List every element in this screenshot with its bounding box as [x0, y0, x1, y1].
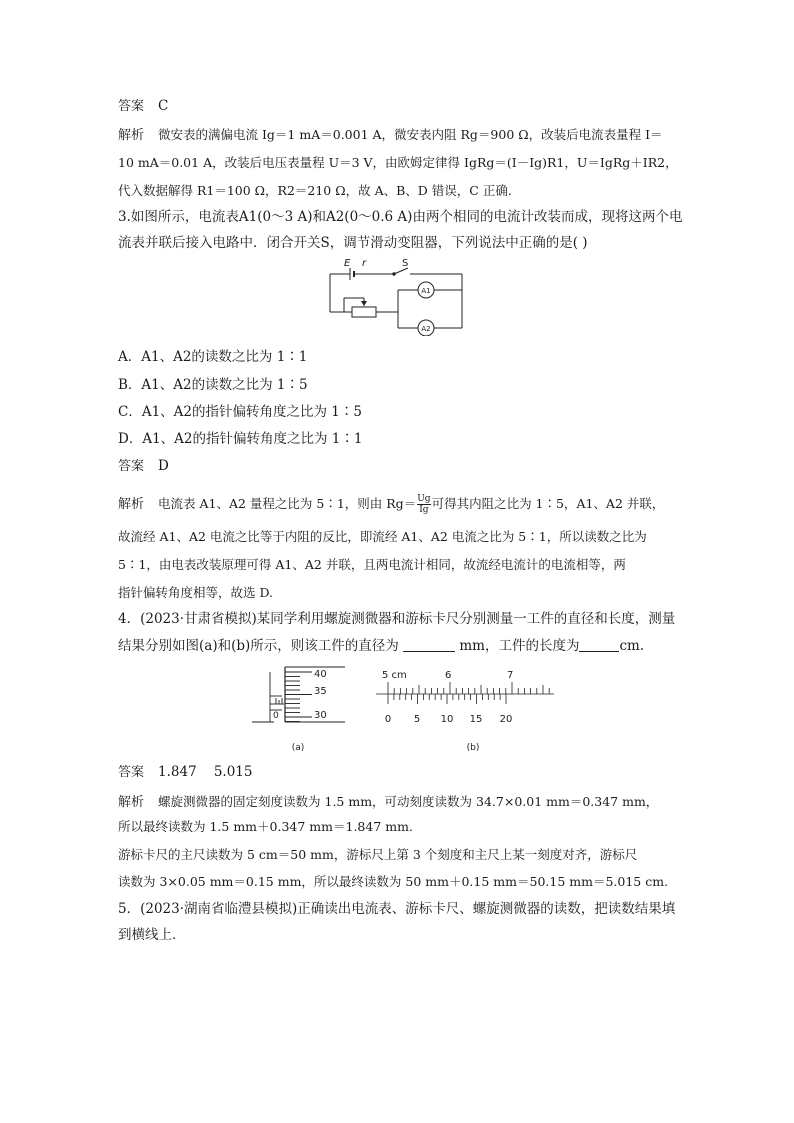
q5-stem-line-1: 5．(2023·湖南省临澧县模拟)正确读出电流表、游标卡尺、螺旋测微器的读数，把读数结果填	[118, 901, 676, 917]
label-e: E	[344, 258, 351, 269]
sleeve-zero-label: 0	[273, 711, 279, 721]
analysis-label: 解析	[118, 795, 145, 810]
micrometer-svg	[250, 664, 350, 754]
q3-analysis-line-3: 5∶1，由电表改装原理可得 A1、A2 并联，且两电流计相同，故流经电流计的电流相等，两	[118, 557, 626, 572]
label-s: S	[402, 258, 409, 269]
prev-analysis-line-2: 10 mA＝0.01 A，改装后电压表量程 U＝3 V，由欧姆定律得 IgRg＝(I－Ig)R1，U＝IgRg＋IR2，	[118, 155, 678, 170]
diameter-answer-blank[interactable]	[403, 637, 455, 652]
figure-b-caption: (b)	[466, 743, 480, 753]
q4-analysis-line-4: 读数为 3×0.05 mm＝0.15 mm，所以最终读数为 50 mm＋0.15 mm＝50.15 mm＝5.015 cm.	[118, 874, 669, 889]
q3-option-c: C．A1、A2的指针偏转角度之比为 1∶5	[118, 404, 362, 420]
answer-value: D	[158, 458, 169, 474]
q4-stem-line-2: 结果分别如图(a)和(b)所示，则该工件的直径为 mm，工件的长度为 cm.	[118, 638, 645, 654]
q5-stem-line-2: 到横线上．	[118, 927, 186, 943]
answer-label: 答案	[118, 459, 145, 474]
label-a1: A1	[421, 287, 431, 295]
fraction	[417, 494, 430, 515]
fraction-denominator: Ig	[419, 505, 429, 515]
vernier-label-20: 20	[499, 714, 513, 725]
fraction-numerator: Ug	[417, 494, 431, 504]
q3-option-d: D．A1、A2的指针偏转角度之比为 1∶1	[118, 431, 363, 447]
q3-option-a: A．A1、A2的读数之比为 1∶1	[118, 349, 308, 365]
thimble-label-30: 30	[314, 710, 327, 721]
q4-stem-line-1: 4．(2023·甘肃省模拟)某同学利用螺旋测微器和游标卡尺分别测量一工件的直径和长度，测量	[118, 611, 676, 627]
q3-circuit-diagram	[322, 254, 472, 336]
q3-answer-line	[118, 457, 169, 476]
q4-analysis-line-2: 所以最终读数为 1.5 mm＋0.347 mm＝1.847 mm.	[118, 819, 413, 834]
vernier-scale-ticks	[388, 694, 506, 704]
thimble-label-40: 40	[314, 669, 327, 680]
answer-value: C	[158, 98, 169, 114]
answer-label: 答案	[118, 765, 145, 780]
prev-analysis-line-1: 解析 微安表的满偏电流 Ig＝1 mA＝0.001 A，微安表内阻 Rg＝900 Ω，改装后电流表量程 I＝	[118, 127, 663, 143]
q3-stem-line-1: 3.如图所示，电流表A1(0～3 A)和A2(0～0.6 A)由两个相同的电流计改装而成，现将这两个电	[118, 209, 683, 225]
length-answer-blank[interactable]	[579, 637, 619, 652]
q3-analysis-line-4: 指针偏转角度相等，故选 D.	[118, 585, 274, 600]
main-scale-label-6: 6	[445, 670, 452, 681]
q3-stem-line-2: 流表并联后接入电路中．闭合开关S，调节滑动变阻器，下列说法中正确的是( )	[118, 235, 588, 251]
q4-analysis-line-3: 游标卡尺的主尺读数为 5 cm＝50 mm，游标尺上第 3 个刻度和主尺上某一刻度对齐，游标尺	[118, 847, 638, 862]
rheostat-body	[352, 307, 376, 317]
q3-option-b: B．A1、A2的读数之比为 1∶5	[118, 377, 308, 393]
vernier-label-15: 15	[469, 714, 483, 725]
switch-pivot	[393, 273, 395, 275]
main-scale-label-5cm: 5 cm	[382, 670, 407, 681]
q4-answer-line	[118, 763, 252, 782]
vernier-label-5: 5	[413, 714, 421, 725]
micrometer-figure	[250, 664, 350, 754]
vernier-label-10: 10	[440, 714, 454, 725]
figure-a-caption: (a)	[291, 743, 305, 753]
circuit-svg	[322, 254, 472, 336]
q3-analysis-line-1: 解析 电流表 A1、A2 量程之比为 5∶1，则由 Rg＝ $\frac{Ug}{Ig}$ 可得其内阻之比为 1∶5，A1、A2 并联，	[118, 494, 665, 515]
main-scale-ticks	[388, 682, 549, 694]
answer-value: 1.847 5.015	[158, 764, 253, 780]
analysis-label: 解析	[118, 497, 145, 512]
answer-label: 答案	[118, 99, 145, 114]
main-scale-label-7: 7	[507, 670, 514, 681]
vernier-svg	[376, 664, 556, 754]
q3-analysis-line-2: 故流经 A1、A2 电流之比等于内阻的反比，即流经 A1、A2 电流之比为 5∶1，所以读数之比为	[118, 529, 647, 544]
thimble-ticks	[285, 672, 312, 722]
slider-arrow	[361, 301, 367, 306]
q4-analysis-line-1: 解析 螺旋测微器的固定刻度读数为 1.5 mm，可动刻度读数为 34.7×0.01 mm＝0.347 mm，	[118, 794, 659, 810]
vernier-figure	[376, 664, 556, 754]
label-a2: A2	[421, 325, 431, 333]
analysis-label: 解析	[118, 128, 145, 143]
label-r: r	[362, 258, 367, 269]
vernier-label-0: 0	[384, 714, 392, 725]
prev-answer-line	[118, 97, 168, 116]
thimble-label-35: 35	[314, 686, 327, 697]
prev-analysis-line-3: 代入数据解得 R1＝100 Ω，R2＝210 Ω，故 A、B、D 错误，C 正确.	[118, 183, 512, 198]
